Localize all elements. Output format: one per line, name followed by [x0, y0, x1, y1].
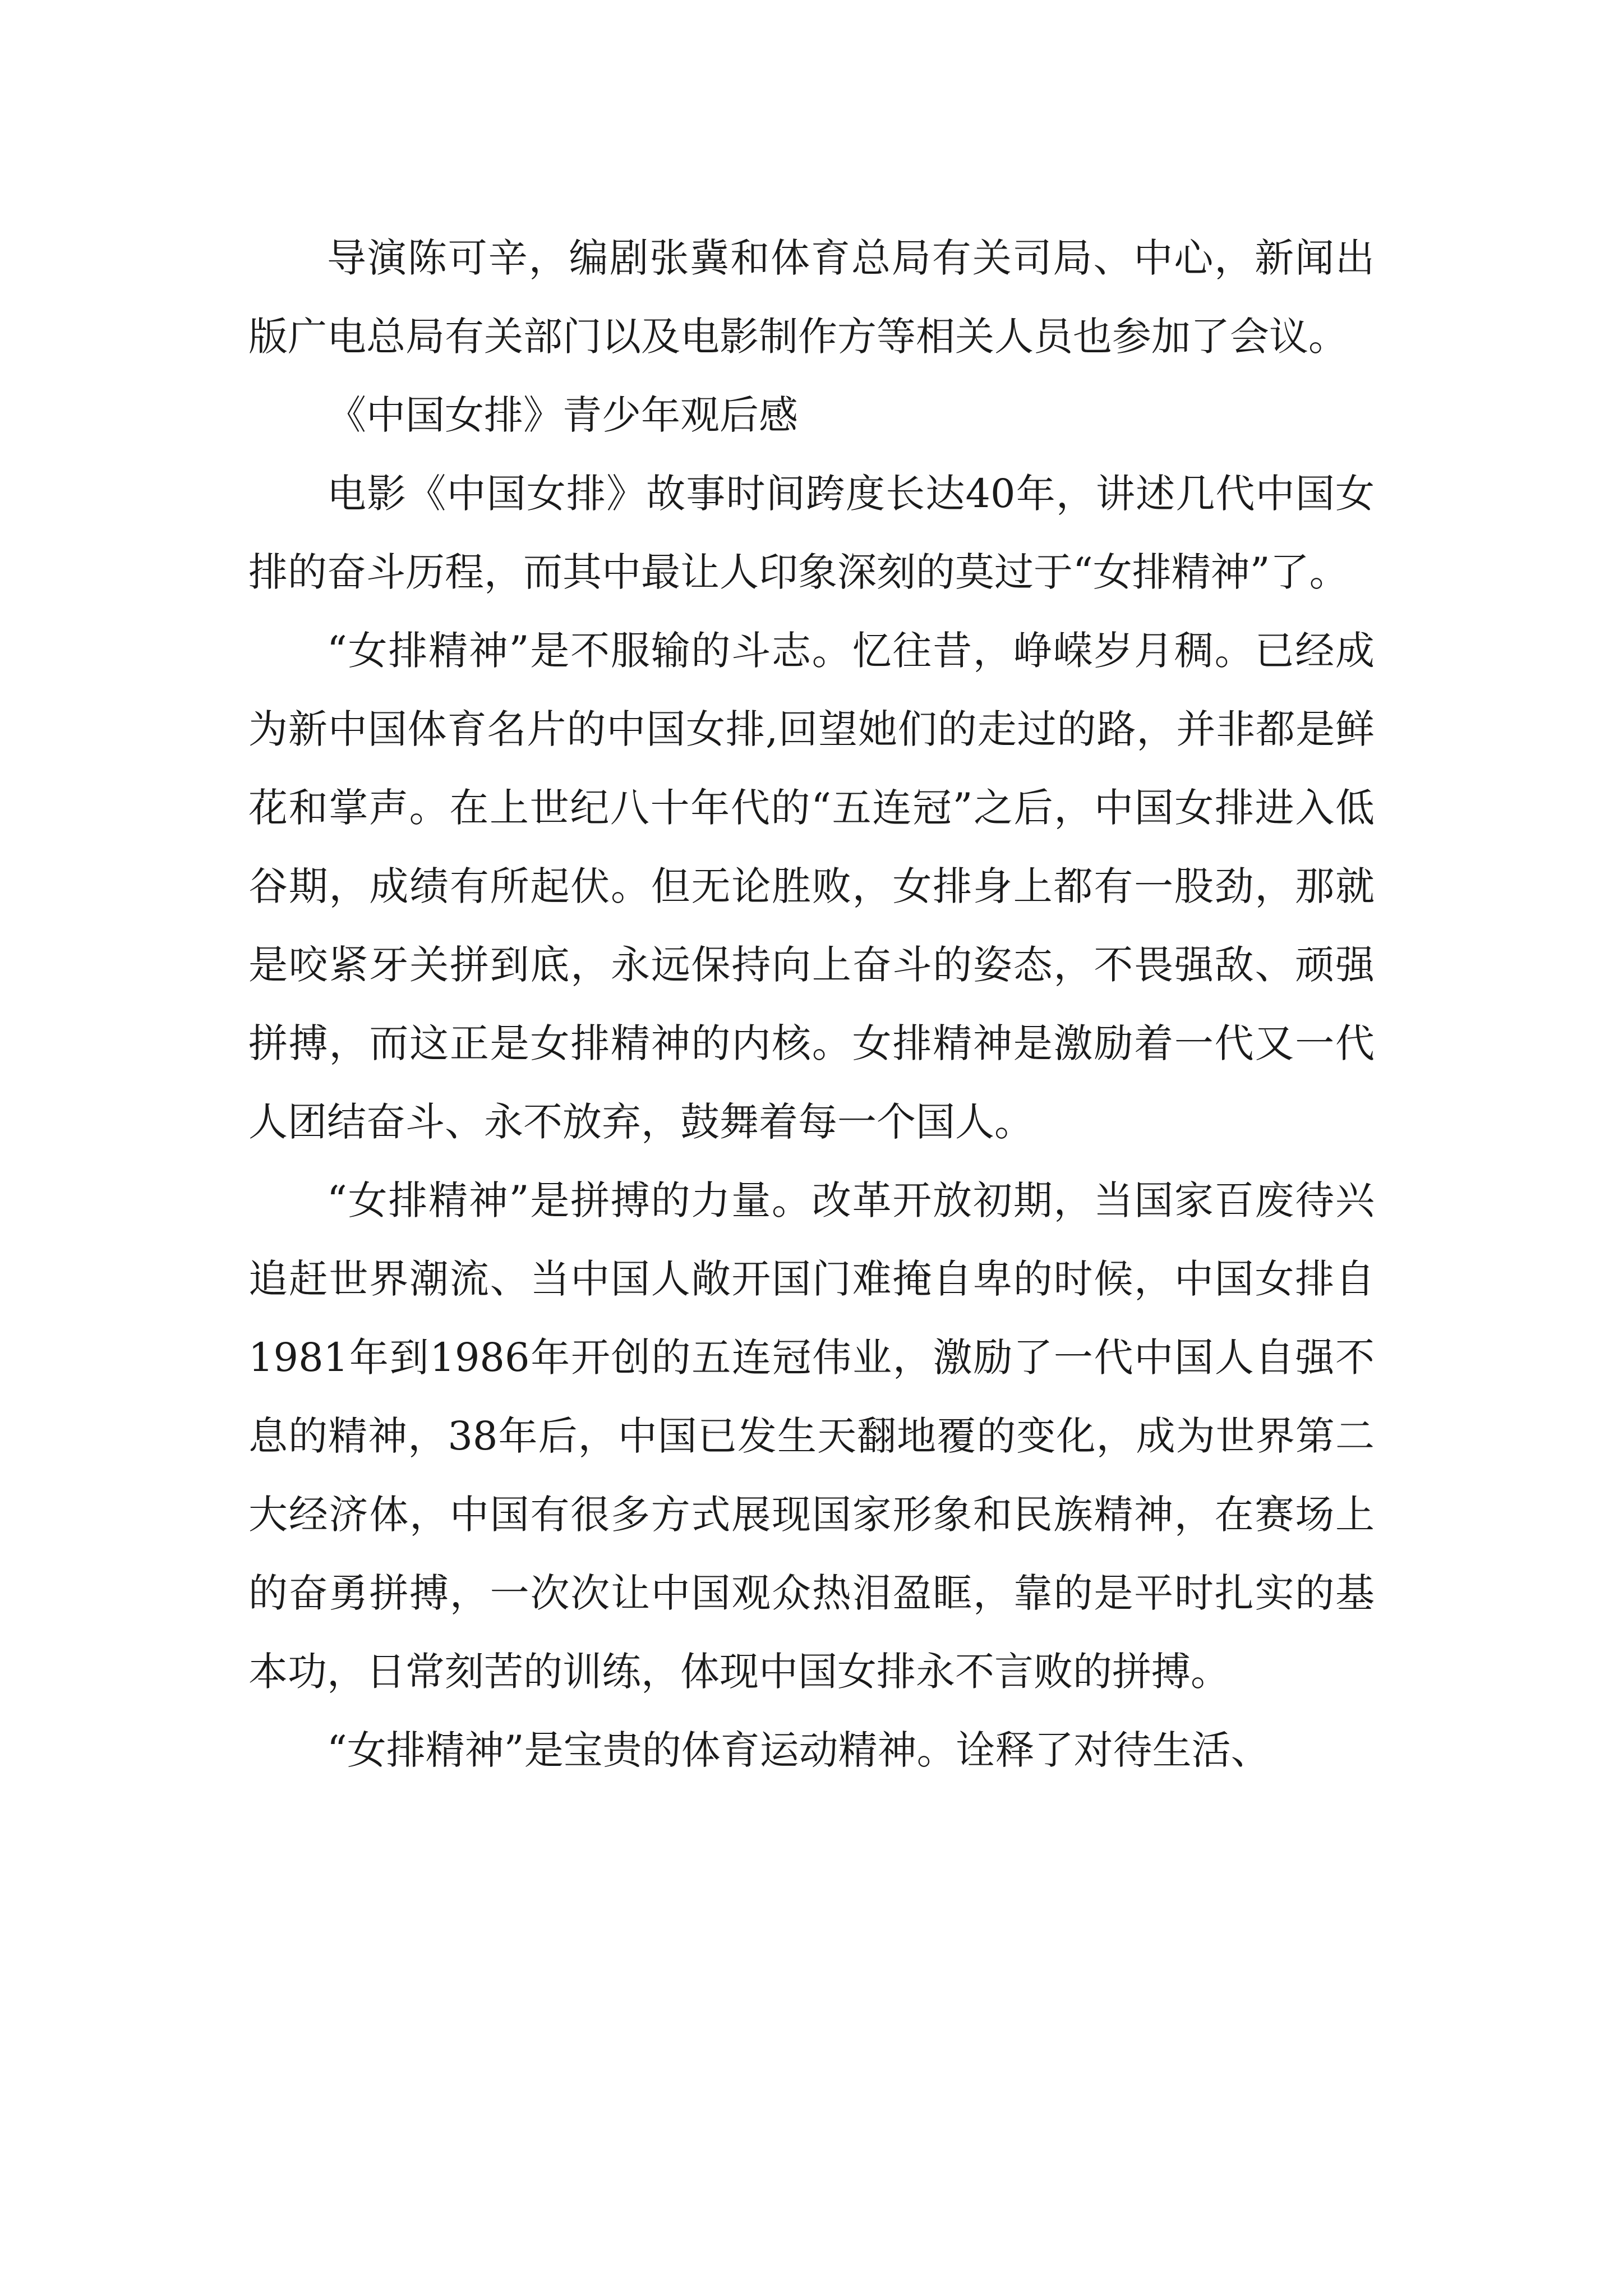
paragraph: 电影《中国女排》故事时间跨度长达40年，讲述几代中国女排的奋斗历程，而其中最让人印象深刻的莫过于“女排精神”了。: [248, 471, 1375, 595]
paragraph: “女排精神”是拼搏的力量。改革开放初期，当国家百废待兴追赶世界潮流、当中国人敞开国门难掩自卑的时候，中国女排自1981年到1986年开创的五连冠伟业，激励了一代中国人自强不息的精神，38年后，中国已发生天翻地覆的变化，成为世界第二大经济体，中国有很多方式展现国家形象和民族精神，在赛场上的奋勇拼搏，一次次让中国观众热泪盈眶，靠的是平时扎实的基本功，日常刻苦的训练，体现中国女排永不言败的拼搏。: [248, 1177, 1375, 1695]
section-heading: 《中国女排》青少年观后感: [327, 392, 798, 438]
document-body: [248, 219, 1375, 1789]
paragraph: “女排精神”是宝贵的体育运动精神。诠释了对待生活、: [327, 1727, 1270, 1773]
paragraph: “女排精神”是不服输的斗志。忆往昔，峥嵘岁月稠。已经成为新中国体育名片的中国女排,回望她们的走过的路，并非都是鲜花和掌声。在上世纪八十年代的“五连冠”之后，中国女排进入低谷期，成绩有所起伏。但无论胜败，女排身上都有一股劲，那就是咬紧牙关拼到底，永远保持向上奋斗的姿态，不畏强敌、顽强拼搏，而这正是女排精神的内核。女排精神是激励着一代又一代人团结奋斗、永不放弃，鼓舞着每一个国人。: [248, 628, 1375, 1145]
paragraph: 导演陈可辛，编剧张冀和体育总局有关司局、中心，新闻出版广电总局有关部门以及电影制作方等相关人员也参加了会议。: [248, 235, 1375, 360]
